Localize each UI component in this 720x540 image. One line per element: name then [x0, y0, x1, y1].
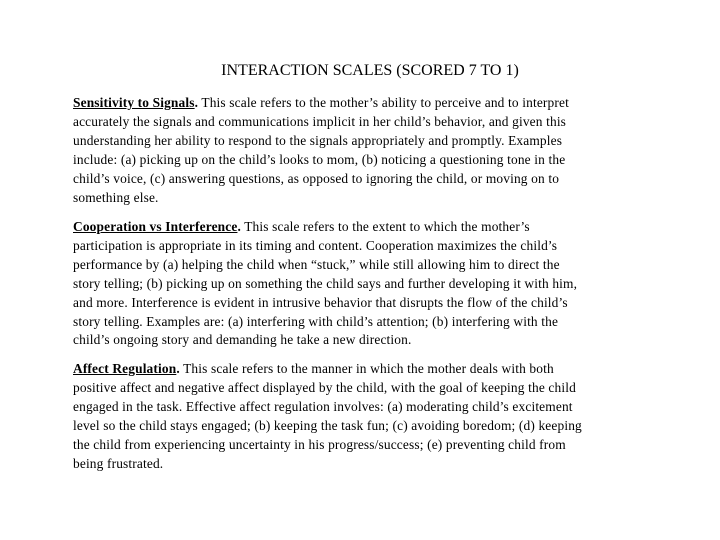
- section-body-line: include: (a) picking up on the child’s looks to mom, (b) noticing a questioning tone in the: [73, 151, 566, 167]
- section-body-line: story telling; (b) picking up on something the child says and further developing it with him,: [73, 275, 578, 291]
- heading-period: .: [194, 95, 199, 110]
- section-first-line: [73, 218, 663, 237]
- page-title: INTERACTION SCALES (SCORED 7 TO 1): [221, 62, 519, 79]
- section-body-line: positive affect and negative affect displayed by the child, with the goal of keeping the child: [73, 379, 576, 395]
- section-first-line: [73, 94, 663, 113]
- section-affect-regulation: [73, 360, 663, 473]
- section-body-line: participation is appropriate in its timing and content. Cooperation maximizes the child’s: [73, 237, 558, 253]
- section-body-line: This scale refers to the mother’s ability to perceive and to interpret: [198, 95, 569, 110]
- section-body-line: child’s ongoing story and demanding he take a new direction.: [73, 332, 412, 348]
- section-body-line: This scale refers to the manner in which the mother deals with both: [179, 361, 554, 376]
- heading-period: .: [237, 219, 241, 234]
- heading-period: .: [176, 361, 180, 376]
- section-body-line: something else.: [73, 189, 159, 205]
- section-body-line: understanding her ability to respond to the signals appropriately and promptly. Examples: [73, 132, 563, 148]
- section-body-line: the child from experiencing uncertainty in his progress/success; (e) preventing child from: [73, 436, 566, 452]
- section-body-line: story telling. Examples are: (a) interfering with child’s attention; (b) interfering with the: [73, 313, 559, 329]
- section-body-line: accurately the signals and communications implicit in her child’s behavior, and given this: [73, 113, 567, 129]
- section-body-line: child’s voice, (c) answering questions, as opposed to ignoring the child, or moving on to: [73, 170, 560, 186]
- section-heading: Sensitivity to Signals: [73, 95, 195, 110]
- section-heading: Cooperation vs Interference: [73, 219, 238, 234]
- section-body-line: and more. Interference is evident in intrusive behavior that disrupts the flow of the child’s: [73, 294, 568, 310]
- section-body-line: level so the child stays engaged; (b) keeping the task fun; (c) avoiding boredom; (d) keeping: [73, 417, 582, 433]
- section-body-line: This scale refers to the extent to which the mother’s: [240, 219, 530, 234]
- section-body-line: being frustrated.: [73, 455, 164, 471]
- section-first-line: [73, 360, 663, 379]
- section-heading: Affect Regulation: [73, 361, 177, 376]
- section-sensitivity-to-signals: [73, 94, 663, 207]
- section-cooperation-vs-interference: [73, 218, 663, 350]
- section-body-line: performance by (a) helping the child when “stuck,” while still allowing him to direct the: [73, 256, 560, 272]
- section-body-line: engaged in the task. Effective affect regulation involves: (a) moderating child’s excitement: [73, 398, 573, 414]
